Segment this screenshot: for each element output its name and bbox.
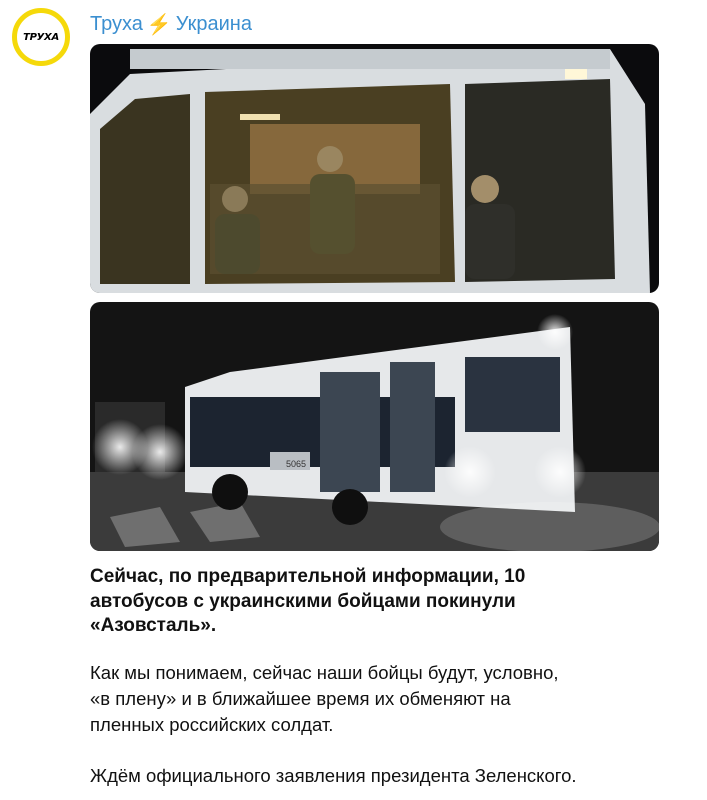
channel-name-part2: Украина [175, 13, 252, 35]
channel-name-part1: Труха [90, 13, 143, 35]
bus-number: 5065 [286, 459, 307, 469]
lightning-bolt-icon: ⚡ [146, 14, 172, 36]
post-paragraph-2: Ждём официального заявления президента Зеленского. [90, 765, 577, 786]
channel-name[interactable] [90, 12, 252, 37]
avatar-label: ТРУХА [23, 31, 59, 43]
channel-avatar[interactable] [12, 8, 70, 66]
post-headline: Сейчас, по предварительной информации, 10 автобусов с украинскими бойцами покинули «Азовсталь». [90, 566, 526, 636]
photo-bus-exterior[interactable] [90, 302, 659, 551]
photo-bus-interior[interactable] [90, 44, 659, 293]
post-paragraph-1: Как мы понимаем, сейчас наши бойцы будут, условно, «в плену» и в ближайшее время их обменяют на пленных российских солдат. [90, 662, 559, 735]
